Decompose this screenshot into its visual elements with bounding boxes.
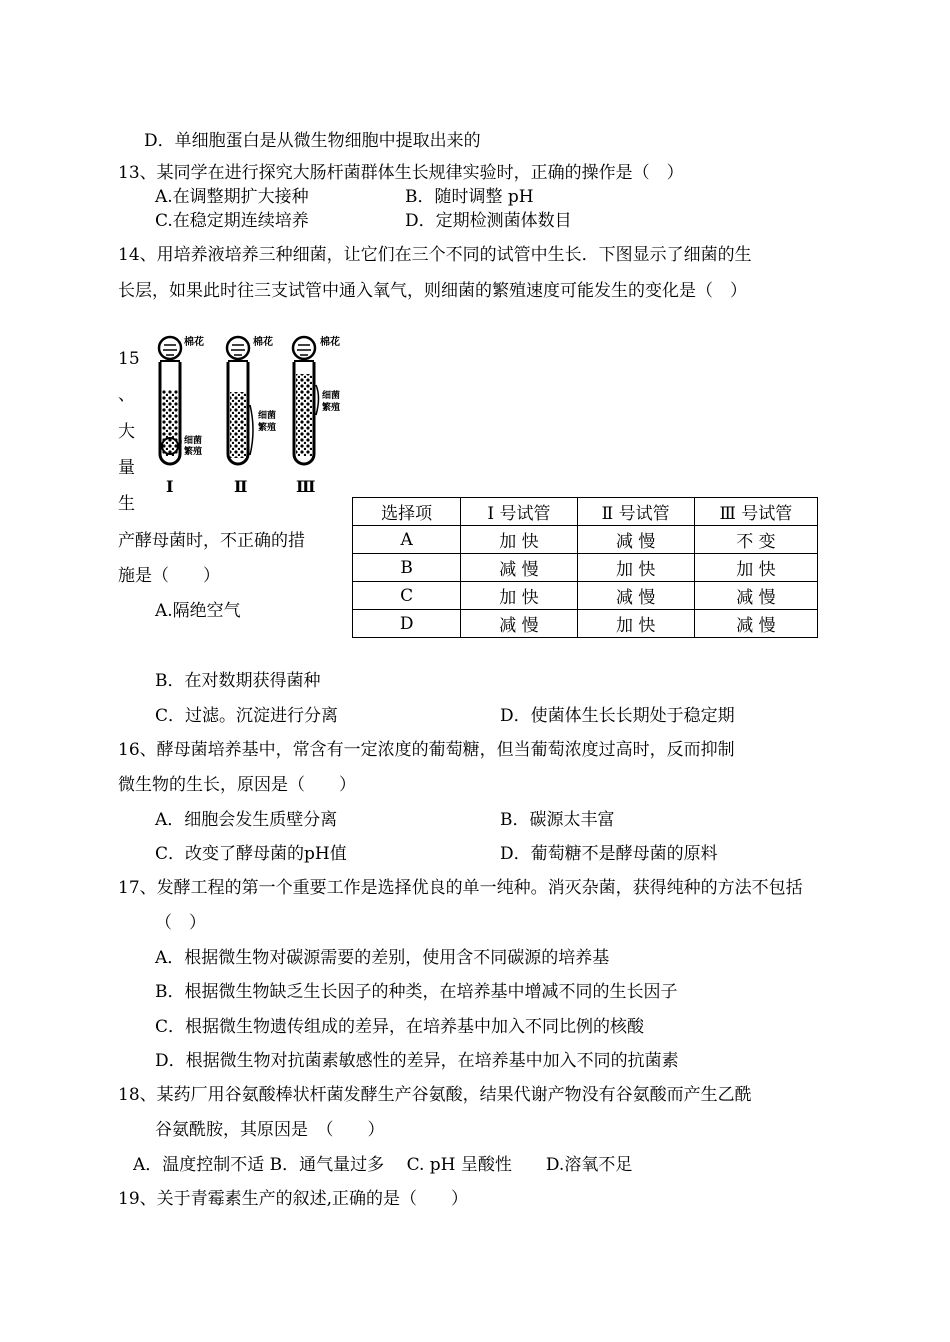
table-cell: 减 慢	[577, 526, 694, 554]
q17-option-d: D．根据微生物对抗菌素敏感性的差异，在培养基中加入不同的抗菌素	[155, 1051, 679, 1071]
table-cell: 减 慢	[577, 582, 694, 610]
colony-label: 繁殖	[258, 423, 277, 433]
q13-stem: 13、某同学在进行探究大肠杆菌群体生长规律实验时，正确的操作是（ ）	[118, 163, 684, 183]
q12-option-d: D．单细胞蛋白是从微生物细胞中提取出来的	[144, 131, 481, 151]
table-cell: A	[353, 526, 461, 554]
table-row	[353, 582, 818, 610]
tube-label-3: Ⅲ	[296, 477, 316, 496]
tube-2	[227, 335, 276, 496]
table-cell: 加 快	[577, 610, 694, 638]
q16-option-a: A．细胞会发生质壁分离	[155, 810, 338, 830]
q17-option-a: A．根据微生物对碳源需要的差别，使用含不同碳源的培养基	[155, 948, 610, 968]
q15-option-b: B．在对数期获得菌种	[155, 671, 321, 691]
bacteria-layer-tube-3	[296, 374, 312, 456]
q18-stem-line1: 18、某药厂用谷氨酸棒状杆菌发酵生产谷氨酸，结果代谢产物没有谷氨酸而产生乙酰	[118, 1085, 752, 1105]
tube-label-1: Ⅰ	[166, 477, 174, 496]
table-header: Ⅲ 号试管	[694, 498, 817, 526]
table-cell: 加 快	[694, 554, 817, 582]
table-cell: 减 慢	[694, 610, 817, 638]
table-row	[353, 554, 818, 582]
colony-label: 细菌	[322, 391, 341, 401]
q15-option-c: C．过滤。沉淀进行分离	[155, 706, 339, 726]
cotton-label: 棉花	[253, 337, 273, 348]
q19-stem: 19、关于青霉素生产的叙述,正确的是（ ）	[118, 1189, 469, 1209]
q14-stem-line2: 长层，如果此时往三支试管中通入氧气，则细菌的繁殖速度可能发生的变化是（ ）	[118, 281, 747, 301]
table-row	[353, 610, 818, 638]
table-header: Ⅱ 号试管	[577, 498, 694, 526]
q15-char: 大	[118, 422, 135, 442]
q15-stem-line1: 产酵母菌时，不正确的措	[118, 531, 305, 551]
bacteria-layer-tube-2	[230, 392, 246, 458]
q17-option-b: B．根据微生物缺乏生长因子的种类，在培养基中增减不同的生长因子	[155, 982, 678, 1002]
answer-table	[352, 497, 818, 638]
cotton-label: 棉花	[184, 337, 204, 348]
q15-char: 、	[118, 385, 135, 405]
table-cell: 减 慢	[694, 582, 817, 610]
table-cell: 加 快	[461, 526, 577, 554]
table-header: 选择项	[353, 498, 461, 526]
table-cell: D	[353, 610, 461, 638]
q13-option-b: B．随时调整 pH	[405, 187, 534, 207]
q16-stem-line1: 16、酵母菌培养基中，常含有一定浓度的葡萄糖，但当葡萄浓度过高时，反而抑制	[118, 740, 735, 760]
tube-label-2: Ⅱ	[234, 477, 248, 496]
tube-1	[159, 335, 204, 496]
table-cell: C	[353, 582, 461, 610]
table-cell: 减 慢	[461, 554, 577, 582]
q15-stem-line2: 施是（ ）	[118, 566, 220, 586]
q14-stem-line1: 14、用培养液培养三种细菌，让它们在三个不同的试管中生长．下图显示了细菌的生	[118, 245, 752, 265]
q15-char: 生	[118, 494, 135, 514]
q15-option-d: D．使菌体生长长期处于稳定期	[500, 706, 735, 726]
q17-stem-line2: （ ）	[155, 913, 206, 933]
q13-option-a: A.在调整期扩大接种	[155, 187, 309, 207]
table-cell: 减 慢	[461, 610, 577, 638]
q18-options: A．温度控制不适 B．通气量过多 C. pH 呈酸性 D.溶氧不足	[133, 1155, 633, 1175]
table-cell: 不 变	[694, 526, 817, 554]
colony-label: 繁殖	[184, 447, 203, 457]
q15-option-a: A.隔绝空气	[155, 601, 241, 621]
table-cell: B	[353, 554, 461, 582]
q15-char: 量	[118, 458, 135, 478]
q16-option-b: B．碳源太丰富	[500, 810, 615, 830]
table-header: Ⅰ 号试管	[461, 498, 577, 526]
cotton-label: 棉花	[320, 337, 340, 348]
test-tube-figure	[150, 330, 350, 500]
table-header-row	[353, 498, 818, 526]
table-cell: 加 快	[461, 582, 577, 610]
q17-stem-line1: 17、发酵工程的第一个重要工作是选择优良的单一纯种。消灭杂菌，获得纯种的方法不包括	[118, 878, 803, 898]
colony-label: 细菌	[184, 436, 203, 446]
q13-option-d: D．定期检测菌体数目	[405, 211, 572, 231]
table-row	[353, 526, 818, 554]
q15-number: 15	[118, 349, 140, 369]
q17-option-c: C．根据微生物遗传组成的差异，在培养基中加入不同比例的核酸	[155, 1017, 645, 1037]
colony-label: 繁殖	[322, 403, 341, 413]
q16-option-c: C．改变了酵母菌的pH值	[155, 844, 347, 864]
table-cell: 加 快	[577, 554, 694, 582]
q16-stem-line2: 微生物的生长，原因是（ ）	[118, 775, 356, 795]
q16-option-d: D．葡萄糖不是酵母菌的原料	[500, 844, 718, 864]
tube-3	[293, 335, 340, 496]
colony-label: 细菌	[258, 411, 277, 421]
q13-option-c: C.在稳定期连续培养	[155, 211, 309, 231]
q18-stem-line2: 谷氨酰胺，其原因是 （ ）	[155, 1120, 385, 1140]
